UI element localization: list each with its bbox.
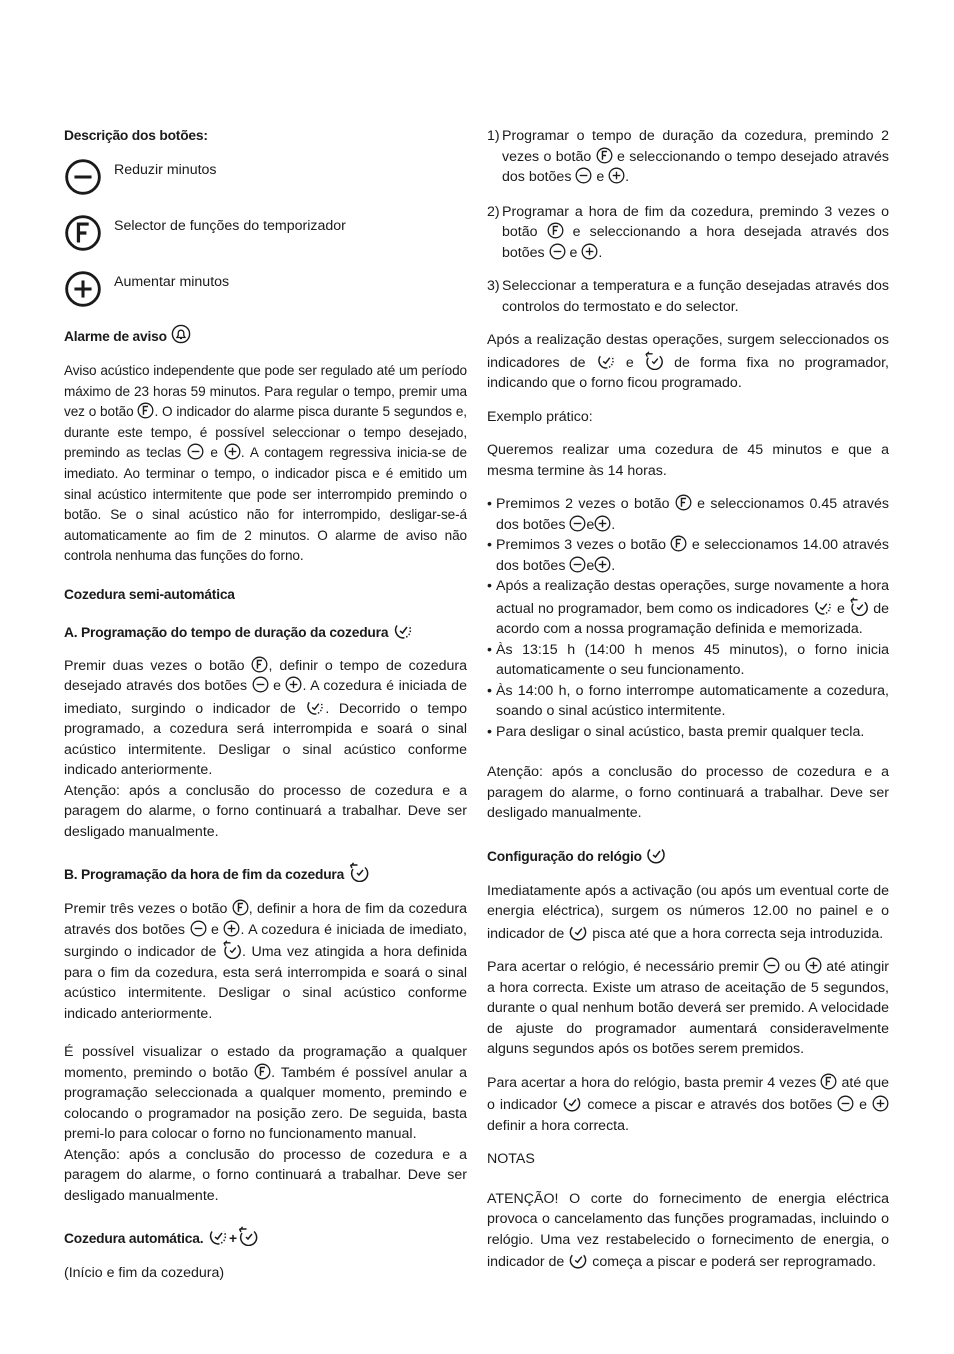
list-item: • Às 13:15 h (14:00 h menos 45 minutos), o forno inicia automaticamente o seu funcionamento. [487,640,889,681]
semi-a-3: e [273,678,281,695]
list-item: • Às 14:00 h, o forno interrompe automaticamente a cozedura, soando o sinal acústico intermitente. [487,681,889,722]
minus-icon [837,1095,854,1112]
minus-icon [252,676,269,693]
end-time-icon [644,351,664,370]
semi-b-text [64,899,467,1024]
minus-desc-label: Reduzir minutos [114,162,217,178]
f-icon [251,656,268,673]
right-column [487,126,889,1273]
minus-icon [575,167,592,184]
example-intro: Queremos realizar uma cozedura de 45 minutos e que a mesma termine às 14 horas. [487,442,889,479]
after-t1: Após a realização destas operações, surgem seleccionados os indicadores de [487,332,889,371]
after-t3: de forma fixa no programador, indicando que o forno ficou programado. [487,354,890,391]
ex-b2a: Premimos 3 vezes o botão [496,537,666,553]
auto-subtitle: (Início e fim da cozedura) [64,1265,225,1282]
alarm-text-1: Aviso acústico independente que pode ser regulado até um período máximo de 23 horas 59 minutos. Para regular o tempo, premir uma vez o botão [64,363,467,420]
end-time-icon [849,597,869,616]
clock-p4 [487,1189,889,1273]
minus-icon [187,443,204,460]
semi-b-5: . Uma vez atingida a hora definida para o fim da cozedura, esta será interrompida e soará o sinal acústico intermitente. Desligar o sinal acústico conforme indicado anteriormente. [64,944,468,1022]
duration-icon [392,620,414,640]
f-icon [675,494,692,511]
example-attention: Atenção: após a conclusão do processo de cozedura e a paragem do alarme, o forno continuará a trabalhar. Deve ser desligado manualmente. [487,764,889,821]
semi-c-2: . Também é possível anular a programação seleccionada a qualquer momento, premindo e colocando o programador na posição zero. De seguida, basta premi-lo para colocar o forno no funcionamento manual. [64,1064,468,1143]
clock-p3c: comece a piscar e através dos botões [587,1097,833,1113]
semi-a-2: , definir o tempo de cozedura desejado através dos botões [64,657,468,695]
f-desc-label: Selector de funções do temporizador [114,218,346,234]
step-2 [487,202,889,264]
step-3-number: 3) [487,278,500,294]
duration-icon [596,351,616,370]
semi-title: Cozedura semi-automática [64,586,235,602]
clock-p1b: pisca até que a hora correcta seja introduzida. [592,925,884,942]
semi-a-title [64,620,467,643]
alarm-text-2: . O indicador do alarme pisca durante 5 segundos e, durante este tempo, é possível seleccionar o tempo desejado, premindo as teclas [64,404,467,461]
left-column [64,126,467,1284]
plus-icon [285,676,302,693]
duration-icon [207,1226,229,1246]
semi-c-text [64,1042,467,1145]
alarm-title [64,324,467,347]
ex-b4: Às 13:15 h (14:00 h menos 45 minutos), o forno inicia automaticamente o seu funcionamento. [496,641,889,678]
ex-b1d: . [611,516,616,533]
alarm-title-text: Alarme de aviso [64,329,167,344]
ex-b6: Para desligar o sinal acústico, basta premir qualquer tecla. [496,723,865,740]
alarm-text [64,361,467,567]
list-item: • Após a realização destas operações, surge novamente a hora actual no programador, bem como os indicadores e de acordo com a nossa programação definida e memorizada. [487,578,890,637]
list-item: • Para desligar o sinal acústico, basta premir qualquer tecla. [487,722,889,743]
clock-icon [568,922,588,941]
ex-b3a: Após a realização destas operações, surge novamente a hora actual no programador, bem como os indicadores [496,578,889,617]
minus-button-icon [64,158,102,196]
plus-desc-row [64,270,467,308]
ex-b1b: e seleccionamos 0.45 através dos botões [496,496,889,533]
step-2-number: 2) [487,203,500,220]
alarm-text-4: . A contagem regressiva inicia-se de imediato. Ao terminar o tempo, o indicador pisca e é emitido um sinal acústico intermitente que pode ser interrompido premindo o botão. Se o sinal acústico não for interrompido, desligar-se-á automaticamente ao fim de 2 minutos. O alarme de aviso não controla nenhuma das funções do forno. [64,445,467,564]
clock-icon [568,1250,588,1269]
semi-b-2: , definir a hora de fim da cozedura através dos botões [64,901,467,938]
minus-desc-row [64,158,467,196]
clock-p3 [487,1073,889,1137]
auto-title [64,1226,467,1249]
f-icon [137,402,154,419]
step-1-t4: . [625,169,630,185]
plus-button-icon [64,270,102,308]
f-icon [547,222,564,239]
end-time-icon [348,862,370,882]
step-1 [487,126,889,188]
ex-b3b: e [837,600,845,617]
minus-icon [763,957,780,974]
semi-c-attention: Atenção: após a conclusão do processo de cozedura e a paragem do alarme, o forno continuará a trabalhar. Deve ser desligado manualmente. [64,1146,467,1204]
clock-p3b: até que o indicador [487,1074,889,1113]
step-2-t1: Programar a hora de fim da cozedura, premindo 3 vezes o botão [502,203,889,240]
end-time-icon [237,1226,259,1246]
step-1-t3: e [596,169,605,185]
example-label: Exemplo prático: [487,408,593,425]
clock-title [487,844,889,867]
duration-icon [305,697,325,716]
step-3 [487,276,889,317]
clock-p1a: Imediatamente após a activação (ou após um eventual corte de energia eléctrica), surgem os números 12.00 no painel e o indicador de [487,882,889,942]
semi-b-1: Premir três vezes o botão [64,901,228,918]
plus-icon [872,1095,889,1112]
plus-icon [594,515,611,532]
clock-icon [645,844,667,864]
ex-b1c: e [586,516,595,533]
clock-p3a: Para acertar a hora do relógio, basta premir 4 vezes [487,1074,817,1091]
clock-p2c: até atingir a hora correcta. Existe um atraso de aceitação de 5 segundos, durante o qual nenhum botão deverá ser premido. A velocidade de ajuste do programador aumentará consideravelmente alguns segundos após os botões serem premidos. [487,959,889,1057]
after-t2: e [625,354,634,371]
plus-desc-label: Aumentar minutos [114,274,230,290]
f-icon [596,147,613,164]
clock-icon [562,1093,582,1112]
plus-icon [594,556,611,573]
example-list [487,494,889,742]
step-3-t1: Seleccionar a temperatura e a função desejadas através dos controlos do termostato e do selector. [502,278,889,315]
plus-icon [805,957,822,974]
ex-b1a: Premimos 2 vezes o botão [496,496,670,512]
semi-a-text [64,656,467,781]
step-2-t3: e [569,244,578,261]
semi-b-4: . A cozedura é iniciada de imediato, surgindo o indicador de [64,921,467,961]
step-1-t1: Programar o tempo de duração da cozedura, premindo 2 vezes o botão [502,128,889,165]
minus-icon [569,556,586,573]
alarm-text-3: e [210,445,218,461]
ex-b5: Às 14:00 h, o forno interrompe automaticamente a cozedura, soando o sinal acústico intermitente. [496,682,889,719]
plus-icon [223,920,240,937]
clock-p4a: ATENÇÃO! O corte do fornecimento de energia eléctrica provoca o cancelamento das funções programadas, incluindo o relógio. Uma vez restabelecido o fornecimento de energia, o indicador de [487,1190,889,1270]
step-1-t2: e seleccionando o tempo desejado através dos botões [502,148,889,185]
alarm-bell-icon [170,324,192,344]
semi-a-attention: Atenção: após a conclusão do processo de cozedura e a paragem do alarme, o forno continuará a trabalhar. Deve ser desligado manualmente. [64,782,467,840]
list-item: • Premimos 3 vezes o botão e seleccionamos 14.00 através dos botões e . [487,537,889,574]
step-1-number: 1) [487,128,500,144]
minus-icon [190,920,207,937]
minus-icon [549,243,566,260]
semi-a-5: . Decorrido o tempo programado, a cozedura será interrompida e soará o sinal acústico intermitente. Desligar o sinal acústico conforme indicado anteriormente. [64,700,467,779]
clock-p4b: começa a piscar e poderá ser reprogramado. [592,1254,877,1270]
f-desc-row [64,214,467,252]
semi-b-title [64,862,467,885]
semi-a-title-text: A. Programação do tempo de duração da cozedura [64,624,389,640]
clock-title-text: Configuração do relógio [487,848,642,864]
f-icon [254,1063,271,1080]
semi-c-1: É possível visualizar o estado da programação a qualquer momento, premindo o botão [64,1044,467,1081]
after-text [487,330,889,394]
end-time-icon [222,940,242,959]
auto-title-text: Cozedura automática. [64,1231,204,1247]
step-2-t2: e seleccionando a hora desejada através dos botões [502,224,889,261]
ex-b3c: de acordo com a nossa programação definida e memorizada. [496,600,890,637]
plus-icon [608,167,625,184]
plus-icon [224,443,241,460]
f-button-icon [64,214,102,252]
ex-b2b: e seleccionamos 14.00 através dos botões [496,537,889,574]
f-icon [820,1073,837,1090]
clock-p2b: ou [784,959,801,975]
duration-icon [813,597,833,616]
clock-p2 [487,957,889,1060]
f-icon [670,535,687,552]
buttons-desc-title: Descrição dos botões: [64,128,208,143]
auto-plus-sign: + [229,1231,237,1247]
clock-p2a: Para acertar o relógio, é necessário premir [487,959,759,975]
clock-p3d: e [859,1097,868,1113]
step-2-t4: . [598,244,603,261]
f-icon [232,899,249,916]
ex-b2c: e [586,557,595,574]
semi-a-4: . A cozedura é iniciada de imediato, surgindo o indicador de [64,678,467,717]
clock-p1 [487,881,889,945]
clock-p3e: definir a hora correcta. [487,1117,629,1134]
semi-b-3: e [211,921,219,938]
semi-a-1: Premir duas vezes o botão [64,657,245,674]
list-item: • Premimos 2 vezes o botão e seleccionamos 0.45 através dos botões e . [487,496,889,533]
semi-b-title-text: B. Programação da hora de fim da cozedura [64,867,345,883]
notes-label: NOTAS [487,1151,535,1167]
plus-icon [581,243,598,260]
minus-icon [569,515,586,532]
ex-b2d: . [611,557,616,574]
